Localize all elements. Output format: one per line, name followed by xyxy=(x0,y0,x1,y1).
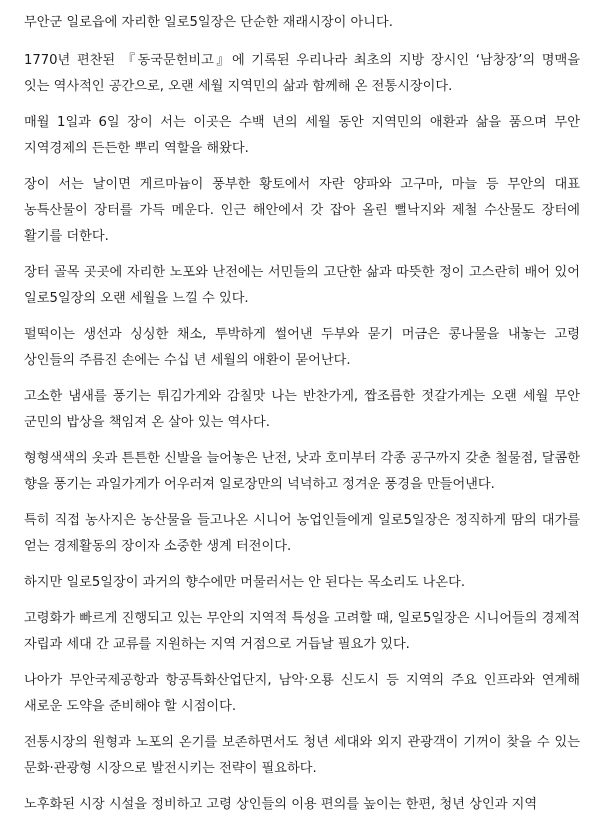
paragraph: 고소한 냄새를 풍기는 튀김가게와 감칠맛 나는 반찬가게, 짭조름한 젓갈가게는 오랜 세월 무안 군민의 밥상을 책임져 온 살아 있는 역사다. xyxy=(24,389,580,430)
paragraph: 무안군 일로읍에 자리한 일로5일장은 단순한 재래시장이 아니다. xyxy=(24,15,393,30)
paragraph: 1770년 편찬된 『동국문헌비고』에 기록된 우리나라 최초의 지방 장시인 ‘남창장’의 명맥을 잇는 역사적인 공간으로, 오랜 세월 지역민의 삶과 함께해 온 전통시장이다. xyxy=(24,53,580,94)
paragraph: 매월 1일과 6일 장이 서는 이곳은 수백 년의 세월 동안 지역민의 애환과 삶을 품으며 무안 지역경제의 든든한 뿌리 역할을 해왔다. xyxy=(24,115,580,156)
paragraph: 노후화된 시장 시설을 정비하고 고령 상인들의 이용 편의를 높이는 한편, 청년 상인과 지역 xyxy=(24,797,538,812)
article-body xyxy=(24,10,580,828)
paragraph: 하지만 일로5일장이 과거의 향수에만 머물러서는 안 된다는 목소리도 나온다. xyxy=(24,575,466,590)
paragraph: 펄떡이는 생선과 싱싱한 채소, 투박하게 썰어낸 두부와 묻기 머금은 콩나물을 내놓는 고령 상인들의 주름진 손에는 수십 년 세월의 애환이 묻어난다. xyxy=(24,327,580,368)
paragraph: 장이 서는 날이면 게르마늄이 풍부한 황토에서 자란 양파와 고구마, 마늘 등 무안의 대표 농특산물이 장터를 가득 메운다. 인근 해안에서 갓 잡아 올린 뻘낙지와 제철 수산물도 장터에 활기를 더한다. xyxy=(24,177,580,244)
paragraph: 형형색색의 옷과 튼튼한 신발을 늘어놓은 난전, 낫과 호미부터 각종 공구까지 갖춘 철물점, 달콤한 향을 풍기는 과일가게가 어우러져 일로장만의 넉넉하고 정겨운 풍경을 만들어낸다. xyxy=(24,451,580,492)
paragraph: 나아가 무안국제공항과 항공특화산업단지, 남악·오룡 신도시 등 지역의 주요 인프라와 연계해 새로운 도약을 준비해야 할 시점이다. xyxy=(24,673,580,714)
paragraph: 전통시장의 원형과 노포의 온기를 보존하면서도 청년 세대와 외지 관광객이 기꺼이 찾을 수 있는 문화·관광형 시장으로 발전시키는 전략이 필요하다. xyxy=(24,735,580,776)
paragraph: 특히 직접 농사지은 농산물을 들고나온 시니어 농업인들에게 일로5일장은 정직하게 땀의 대가를 얻는 경제활동의 장이자 소중한 생계 터전이다. xyxy=(24,513,580,554)
paragraph: 장터 골목 곳곳에 자리한 노포와 난전에는 서민들의 고단한 삶과 따뜻한 정이 고스란히 배어 있어 일로5일장의 오랜 세월을 느낄 수 있다. xyxy=(24,265,580,306)
paragraph: 고령화가 빠르게 진행되고 있는 무안의 지역적 특성을 고려할 때, 일로5일장은 시니어들의 경제적 자립과 세대 간 교류를 지원하는 지역 거점으로 거듭날 필요가 있다. xyxy=(24,611,580,652)
